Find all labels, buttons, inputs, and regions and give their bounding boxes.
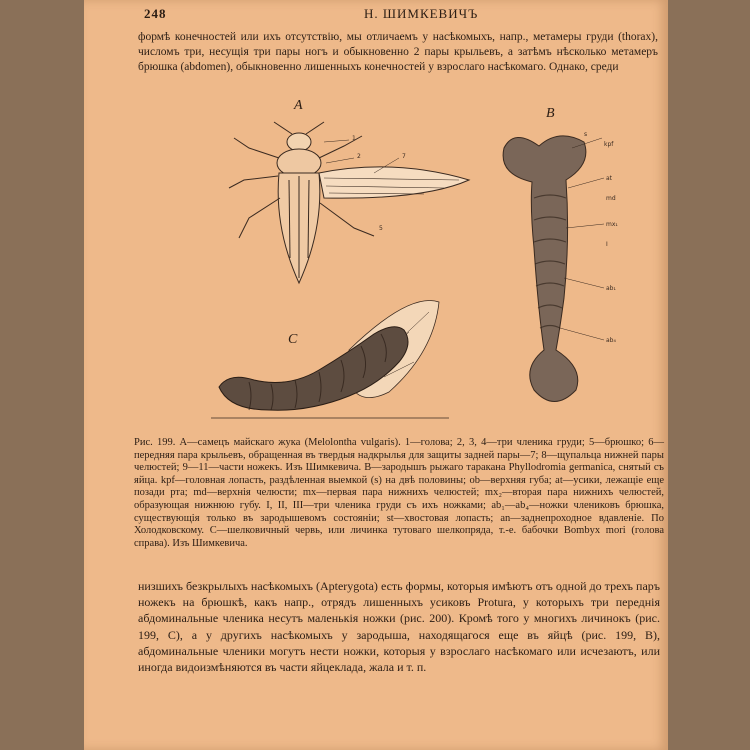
embryo-illustration (484, 128, 634, 408)
running-head: Н. ШИМКЕВИЧЪ (364, 6, 479, 21)
silkworm-illustration (209, 292, 449, 427)
beetle-label-1: 1 (352, 135, 356, 142)
figure-caption (134, 437, 664, 550)
figure-label-a: A (294, 98, 303, 113)
beetle-label-5: 5 (379, 225, 383, 232)
figure-label-b: B (546, 106, 555, 121)
embryo-label-s: s (584, 131, 588, 138)
page-header (144, 6, 664, 26)
embryo-label-md: md (606, 195, 616, 202)
embryo-label-at: at (606, 175, 613, 182)
page-number: 248 (144, 6, 167, 21)
embryo-label-mx1: mx₁ (606, 221, 618, 228)
embryo-label-ab1: ab₁ (606, 285, 616, 292)
book-page (84, 0, 668, 750)
embryo-label-ab4: ab₄ (606, 337, 616, 344)
embryo-label-kpf: kpf (604, 141, 614, 148)
intro-paragraph (138, 30, 658, 75)
body-paragraph (138, 578, 660, 675)
beetle-label-2: 2 (357, 153, 361, 160)
beetle-illustration (224, 118, 474, 298)
intro-text: формѣ конечностей или ихъ отсутствію, мы отличаемъ у насѣкомыхъ, напр., метамеры груди (thorax), числомъ три, несущія три пары ногъ и обыкновенно 2 пары крыльевъ, а затѣмъ нѣсколько метамеръ брюшка (abdomen), обыкновенно лишенныхъ конечностей у взрослаго насѣкомаго. Однако, среди (138, 31, 658, 73)
embryo-label-i: I (606, 241, 608, 248)
beetle-label-7: 7 (402, 153, 406, 160)
figure-label-c: C (288, 332, 298, 347)
body-text: низшихъ безкрылыхъ насѣкомыхъ (Apterygota) есть формы, которыя имѣютъ отъ одной до трехъ паръ ножекъ на брюшкѣ, какъ напр., отрядъ лишенныхъ усиковъ Protura, у которыхъ три переднія абдоминальные членика несутъ маленькія ножки (рис. 200). Кромѣ того у многихъ личинокъ (рис. 199, C), а у другихъ насѣкомыхъ у зародыша, находящагося еще въ яйцѣ (рис. 199, B), абдоминальные членики могутъ нести ножки, которыя у взрослаго насѣкомаго или исчезаютъ, или иногда видоизмѣняются въ части яйцеклада, жала и т. п. (138, 579, 660, 675)
caption-text: Рис. 199. A—самецъ майскаго жука (Melolontha vulgaris). 1—голова; 2, 3, 4—три членика груди; 5—брюшко; 6—передняя пара крыльевъ, обращенная въ твердыя надкрылья для защиты задней пары—7; 8—щупальца нижней пары челюстей; 9—11—части ножекъ. Изъ Шимкевича. B—зародышъ рыжаго таракана Phyllodromia germanica, снятый съ яйца. kpf—головная лопасть, раздѣленная выемкой (s) на двѣ половины; ob—верхняя губа; at—усики, лежащіе еще позади рта; md—верхнія челюсти; mx—первая пара нижнихъ челюстей; mx₂—вторая пара нижнихъ челюстей, образующая нижнюю губу. I, II, III—три членика груди съ ихъ ножками; ab₁—ab₄—ножки члениковъ брюшка, существующія только въ зародышевомъ состояніи; st—хвостовая лопасть; an—заднепроходное вдавленіе. По Холодковскому. C—шелковичный червь, или личинка тутоваго шелкопряда, т.-е. бабочки Bombyx mori (голова справа). Изъ Шимкевича. (134, 437, 664, 549)
